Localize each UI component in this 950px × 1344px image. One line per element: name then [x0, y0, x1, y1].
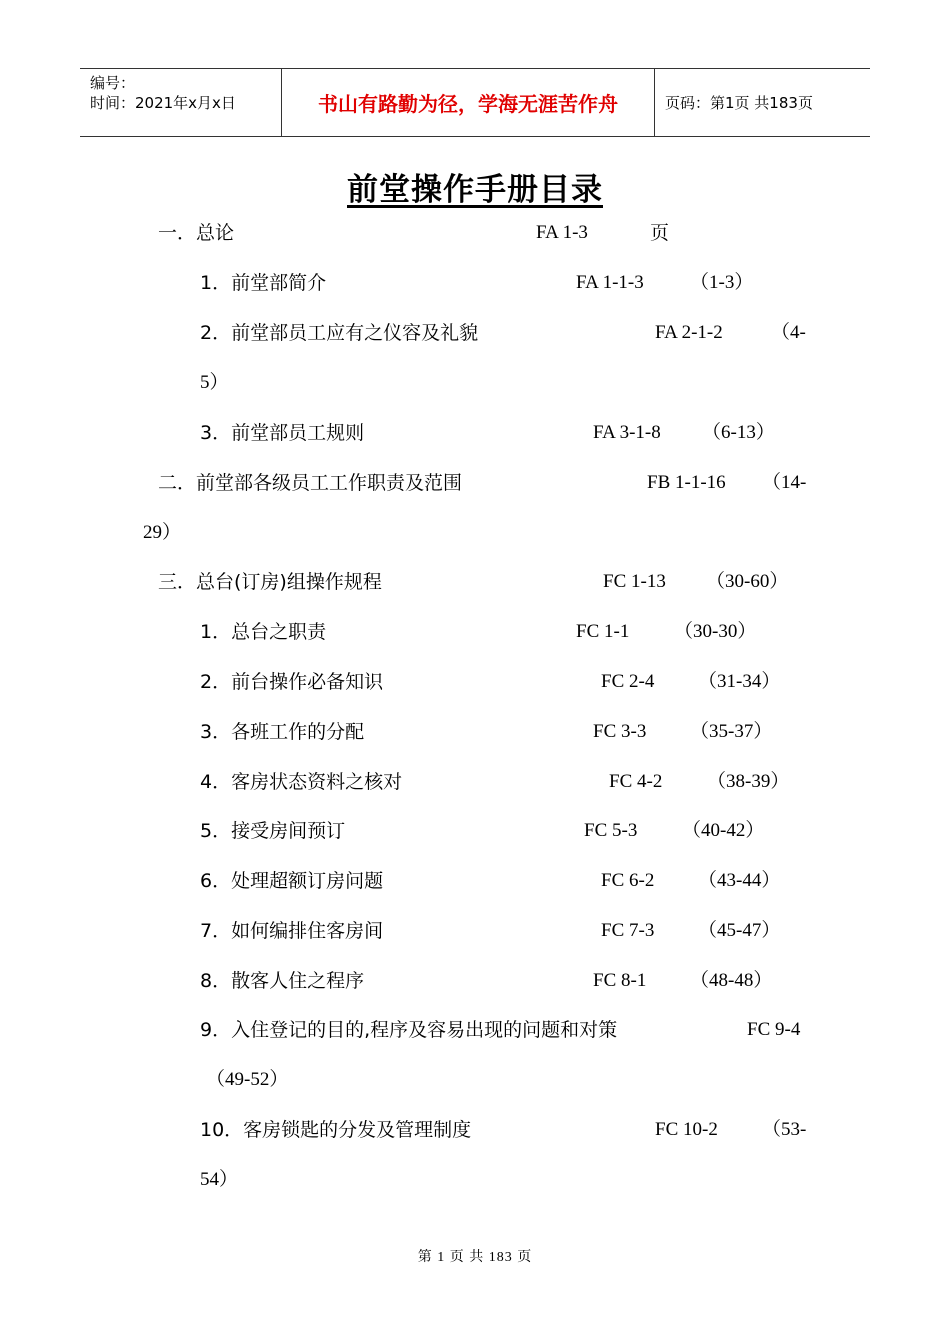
toc-code: FA 1-1-3: [576, 272, 644, 293]
toc-pages: （30-30）: [674, 621, 757, 642]
toc-label: 一．总论: [158, 222, 235, 244]
toc-pages: （35-37）: [690, 721, 773, 742]
toc-code: FA 2-1-2: [655, 322, 723, 343]
toc-code: FC 8-1: [593, 970, 647, 991]
toc-pages-wrap: 54）: [200, 1169, 239, 1190]
toc-pages: （40-42）: [682, 820, 765, 841]
toc-code: FB 1-1-16: [647, 472, 726, 493]
toc-code: FC 1-1: [576, 621, 630, 642]
toc-code: FC 4-2: [609, 771, 663, 792]
header-motto: 书山有路勤为径，学海无涯苦作舟: [281, 69, 655, 136]
toc-label: 9．入住登记的目的,程序及容易出现的问题和对策: [200, 1019, 618, 1041]
toc-pages: （30-60）: [706, 571, 789, 592]
toc-pages-wrap: （49-52）: [206, 1069, 289, 1090]
toc-pages: （31-34）: [698, 671, 781, 692]
toc-label: 7．如何编排住客房间: [200, 920, 384, 942]
toc-code: FC 6-2: [601, 870, 655, 891]
toc-code: FC 10-2: [655, 1119, 718, 1140]
toc-code: FC 1-13: [603, 571, 666, 592]
toc-pages: （38-39）: [707, 771, 790, 792]
toc-label: 2．前堂部员工应有之仪容及礼貌: [200, 322, 479, 344]
toc-pages: （43-44）: [698, 870, 781, 891]
toc-code: FC 7-3: [601, 920, 655, 941]
toc-label: 3．各班工作的分配: [200, 721, 365, 743]
header-meta: [80, 69, 281, 136]
toc-code: FC 5-3: [584, 820, 638, 841]
toc-label: 4．客房状态资料之核对: [200, 771, 403, 793]
toc-label: 8．散客人住之程序: [200, 970, 365, 992]
toc-code: FC 9-4: [747, 1019, 801, 1040]
toc-label: 1．总台之职责: [200, 621, 327, 643]
header-page-info: 页码：第1页 共183页: [665, 94, 813, 112]
toc-label: 10．客房锁匙的分发及管理制度: [200, 1119, 472, 1141]
toc-pages: （45-47）: [698, 920, 781, 941]
toc-label: 5．接受房间预订: [200, 820, 346, 842]
toc-code: FC 3-3: [593, 721, 647, 742]
time-label: 时间：2021年x月x日: [90, 94, 236, 112]
toc-label: 3．前堂部员工规则: [200, 422, 365, 444]
toc-pages: （1-3）: [690, 272, 754, 293]
toc-code: FC 2-4: [601, 671, 655, 692]
toc-label: 二．前堂部各级员工工作职责及范围: [158, 472, 463, 494]
toc-pages-wrap: 5）: [200, 372, 229, 393]
toc-pages-wrap: 29）: [143, 522, 182, 543]
toc-pages: （4-: [771, 322, 806, 343]
toc-pages: （6-13）: [702, 422, 775, 443]
toc-pages: （53-: [762, 1119, 807, 1140]
toc-pages: （14-: [762, 472, 807, 493]
page-footer: 第 1 页 共 183 页: [417, 1250, 533, 1265]
toc-pages: 页: [650, 222, 670, 244]
document-title: 前堂操作手册目录: [347, 172, 603, 208]
number-label: 编号：: [90, 74, 136, 92]
toc-pages: （48-48）: [690, 970, 773, 991]
toc-label: 三．总台(订房)组操作规程: [158, 571, 382, 593]
toc-code: FA 3-1-8: [593, 422, 661, 443]
page-header: [80, 68, 870, 137]
toc-code: FA 1-3: [536, 222, 588, 243]
toc-label: 1．前堂部简介: [200, 272, 327, 294]
toc-label: 2．前台操作必备知识: [200, 671, 384, 693]
toc-label: 6．处理超额订房问题: [200, 870, 384, 892]
